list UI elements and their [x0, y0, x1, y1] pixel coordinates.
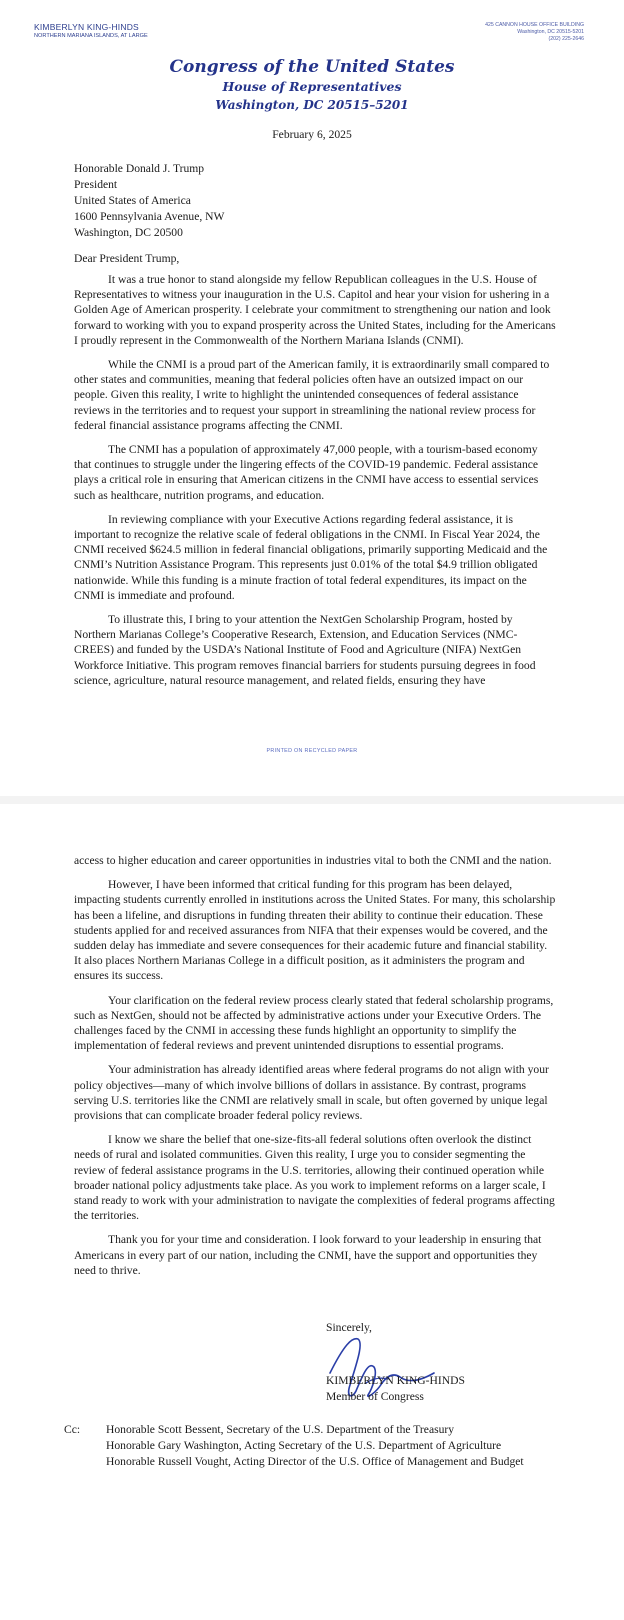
letter-body-page-2 — [74, 853, 556, 1287]
page-break — [0, 796, 624, 804]
signer-title: Member of Congress — [326, 1390, 424, 1403]
seal-congress: Congress of the United States — [169, 57, 455, 77]
cc-recipients — [106, 1422, 556, 1470]
seal-house: House of Representatives — [222, 79, 402, 94]
member-name: KIMBERLYN KING-HINDS — [34, 22, 139, 32]
cc-recipient: Honorable Gary Washington, Acting Secretary of the U.S. Department of Agriculture — [106, 1439, 502, 1452]
body-paragraph: It was a true honor to stand alongside my fellow Republican colleagues in the U.S. House of Representatives to witness your inauguration in the U.S. Capitol and hear your vision for ushering in a Golden Age of American prosperity. I celebrate your commitment to strengthening our nation and look forward to working with you to expand prosperity across the United States, including for the Americans I proudly represent in the Commonwealth of the Northern Mariana Islands (CNMI). — [74, 273, 556, 347]
cc-recipient: Honorable Russell Vought, Acting Director of the U.S. Office of Management and Budget — [106, 1455, 524, 1468]
body-paragraph: To illustrate this, I bring to your attention the NextGen Scholarship Program, hosted by Northern Marianas College’s Cooperative Research, Extension, and Education Services (NMC-CREES) and funded by the USDA’s National Institute of Food and Agriculture (NIFA) NextGen Workforce Initiative. This program removes financial barriers for students pursuing degrees in food science, agriculture, natural resource management, and related fields, ensuring they have — [74, 613, 536, 687]
body-paragraph: I know we share the belief that one-size-fits-all federal solutions often overlook the distinct needs of rural and isolated communities. Given this reality, I urge you to consider segmenting the review of federal assistance programs in the U.S. territories, allowing their continued operation while broader national policy adjustments take place. As you work to implement reforms on a larger scale, I stand ready to work with your administration to navigate the complexities of federal programs affecting the territories. — [74, 1133, 555, 1223]
body-paragraph: The CNMI has a population of approximately 47,000 people, with a tourism-based economy that continues to struggle under the lingering effects of the COVID-19 pandemic. Federal assistance plays a critical role in ensuring that American citizens in the CNMI have access to essential services such as healthcare, nutrition programs, and education. — [74, 443, 539, 502]
recycled-paper-footer: PRINTED ON RECYCLED PAPER — [266, 748, 358, 754]
letter-date: February 6, 2025 — [272, 128, 352, 141]
member-district: NORTHERN MARIANA ISLANDS, AT LARGE — [34, 33, 148, 39]
office-city: Washington, DC 20515-5201 — [517, 29, 584, 35]
body-paragraph: In reviewing compliance with your Executive Actions regarding federal assistance, it is important to recognize the relative scale of federal obligations in the CNMI. In Fiscal Year 2024, the CNMI received $624.5 million in federal financial obligations, primarily supporting Medicaid and the CNMI’s Nutrition Assistance Program. This represents just 0.01% of the total $4.9 trillion obligated nationwide. While this funding is a minute fraction of total federal expenditures, its impact on the CNMI is immediate and profound. — [74, 512, 548, 602]
body-paragraph: However, I have been informed that critical funding for this program has been delayed, impacting students currently enrolled in institutions across the United States. For many, this scholarship has been a lifeline, and disruptions in funding threaten their ability to continue their education. These students applied for and received assurances from NIFA that their expenses would be covered, and the sudden delay has immediate and severe consequences for their academic future and financial stability. It also places Northern Marianas College in a difficult position, as it administers the program and ensures its success. — [74, 878, 556, 983]
recipient-address — [74, 161, 224, 241]
letterhead-office-address — [485, 22, 584, 43]
cc-label: Cc: — [64, 1423, 81, 1436]
cc-recipient: Honorable Scott Bessent, Secretary of the U.S. Department of the Treasury — [106, 1423, 455, 1436]
recipient-line: Washington, DC 20500 — [74, 226, 183, 239]
office-building: 425 CANNON HOUSE OFFICE BUILDING — [485, 22, 584, 28]
salutation: Dear President Trump, — [74, 252, 180, 265]
valediction: Sincerely, — [326, 1321, 372, 1334]
recipient-line: Honorable Donald J. Trump — [74, 162, 205, 175]
body-paragraph: Your clarification on the federal review process clearly stated that federal scholarship programs, such as NextGen, should not be affected by administrative actions under your Executive Orders. The challenges faced by the CNMI in accessing these funds highlight an opportunity to simplify the implementation of federal reviews and prevent unintended disruptions to essential programs. — [74, 993, 554, 1053]
body-paragraph: access to higher education and career opportunities in industries vital to both the CNMI and the nation. — [74, 854, 552, 867]
recipient-line: 1600 Pennsylvania Avenue, NW — [74, 210, 225, 223]
congress-letterhead-seal — [0, 56, 624, 114]
body-paragraph: While the CNMI is a proud part of the American family, it is extraordinarily small compared to other states and communities, meaning that federal policies often have an outsized impact on our people. Given this reality, I write to highlight the unintended consequences of federal assistance reviews in the territories and to request your support in streamlining the national review process for federal financial assistance programs affecting the CNMI. — [74, 358, 550, 432]
letterhead-member — [34, 22, 148, 39]
signer-name: KIMBERLYN KING-HINDS — [326, 1374, 465, 1387]
body-paragraph: Thank you for your time and consideration. I look forward to your leadership in ensuring that Americans in every part of our nation, including the CNMI, have the support and opportunities they need to thrive. — [74, 1233, 542, 1277]
letter-body-page-1 — [74, 272, 556, 697]
seal-city: Washington, DC 20515–5201 — [215, 98, 409, 112]
signature-block — [326, 1373, 465, 1405]
recipient-line: United States of America — [74, 194, 191, 207]
recipient-line: President — [74, 178, 118, 191]
body-paragraph: Your administration has already identified areas where federal programs do not align with your policy objectives—many of which involve billions of dollars in assistance. By contrast, programs serving U.S. territories like the CNMI are relatively small in scale, but often governed by unique legal provisions that can complicate broader federal policy reviews. — [74, 1063, 549, 1123]
office-phone: (202) 225-2646 — [548, 36, 584, 42]
